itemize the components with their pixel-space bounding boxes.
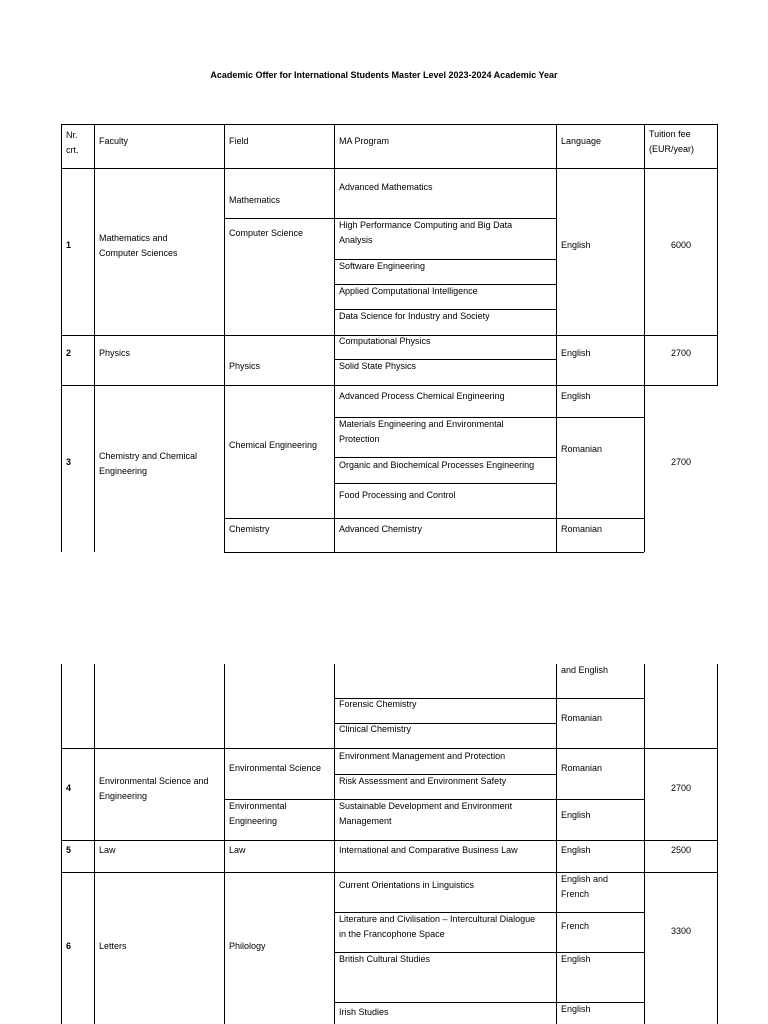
row1-field-cs: Computer Science [229,228,304,238]
row4-language-romanian: Romanian [561,763,603,773]
row1-program-1: Advanced Mathematics [339,182,433,192]
cont-language-top: and English [561,665,609,675]
row1-field-math: Mathematics [229,195,281,205]
cont-program-2: Clinical Chemistry [339,724,412,734]
row4-language-english: English [561,810,591,820]
header-fee: Tuition fee (EUR/year) [649,129,695,154]
header-nr: Nr. crt. [66,130,79,155]
row5-program: International and Comparative Business Law [339,845,518,855]
row5-language: English [561,845,591,855]
row2-program-2: Solid State Physics [339,361,417,371]
row4-nr: 4 [66,783,72,793]
row2-nr: 2 [66,348,72,358]
row4-program-2: Risk Assessment and Environment Safety [339,776,507,786]
row1-program-3: Software Engineering [339,261,426,271]
header-field: Field [229,136,249,146]
row1-language: English [561,240,591,250]
row5-nr: 5 [66,845,72,855]
row6-language-4: English [561,1004,591,1014]
row2-field: Physics [229,361,261,371]
row6-program-4: Irish Studies [339,1007,389,1017]
header-program: MA Program [339,136,390,146]
row3-language-romanian: Romanian [561,444,603,454]
row1-program-5: Data Science for Industry and Society [339,311,490,321]
row4-program-1: Environment Management and Protection [339,751,506,761]
cont-language: Romanian [561,713,603,723]
row4-fee: 2700 [670,783,692,793]
document-title: Academic Offer for International Students Master Level 2023-2024 Academic Year [210,70,558,80]
header-language: Language [561,136,602,146]
row3-field-chem: Chemistry [229,524,270,534]
row3-nr: 3 [66,457,72,467]
row4-program-3: Sustainable Development and Environment Management [339,801,513,826]
row5-fee: 2500 [670,845,692,855]
row1-program-2: High Performance Computing and Big Data Analysis [339,220,513,245]
row6-fee: 3300 [670,926,692,936]
row1-program-4: Applied Computational Intelligence [339,286,478,296]
cont-program-1: Forensic Chemistry [339,699,417,709]
row6-language-1: English and French [561,874,609,899]
row6-language-2: French [561,921,590,931]
row1-nr: 1 [66,240,72,250]
row6-nr: 6 [66,941,72,951]
row4-field-eng: Environmental Engineering [229,801,287,826]
row6-program-2: Literature and Civilisation – Intercultural Dialogue in the Francophone Space [339,914,536,939]
row4-faculty: Environmental Science and Engineering [99,776,209,801]
row3-program-4: Food Processing and Control [339,490,456,500]
row2-program-1: Computational Physics [339,336,431,346]
row3-program-1: Advanced Process Chemical Engineering [339,391,505,401]
header-faculty: Faculty [99,136,129,146]
row5-field: Law [229,845,246,855]
row2-faculty: Physics [99,348,131,358]
row3-fee: 2700 [670,457,692,467]
row3-program-3: Organic and Biochemical Processes Engineering [339,460,535,470]
row3-faculty: Chemistry and Chemical Engineering [99,451,198,476]
row6-faculty: Letters [99,941,127,951]
row6-field: Philology [229,941,266,951]
row3-program-5: Advanced Chemistry [339,524,423,534]
row4-field-sci: Environmental Science [229,763,322,773]
row1-faculty: Mathematics and Computer Sciences [99,233,178,258]
row3-field-chem-eng: Chemical Engineering [229,440,318,450]
row2-language: English [561,348,591,358]
row6-language-3: English [561,954,591,964]
row3-program-2: Materials Engineering and Environmental Protection [339,419,504,444]
row3-language-chem: Romanian [561,524,603,534]
row6-program-3: British Cultural Studies [339,954,431,964]
row3-language-english: English [561,391,591,401]
row1-fee: 6000 [670,240,692,250]
row5-faculty: Law [99,845,116,855]
row6-program-1: Current Orientations in Linguistics [339,880,475,890]
row2-fee: 2700 [670,348,692,358]
